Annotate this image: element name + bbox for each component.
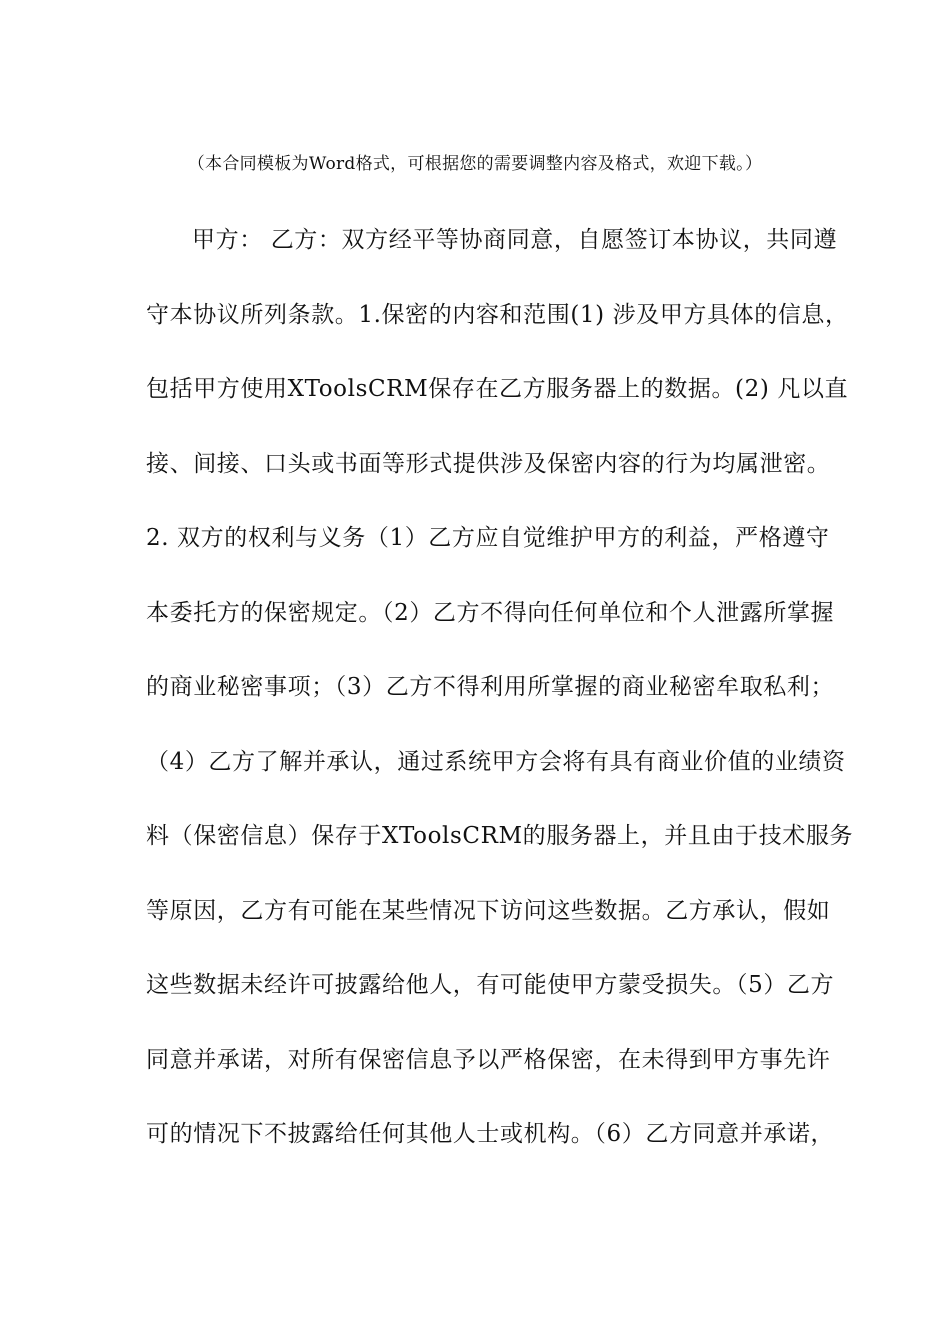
body-line-1: 甲方： 乙方：双方经平等协商同意，自愿签订本协议，共同遵 [192, 227, 838, 253]
body-line-12: 同意并承诺，对所有保密信息予以严格保密，在未得到甲方事先许 [146, 1046, 831, 1073]
body-line-3: 包括甲方使用XToolsCRM保存在乙方服务器上的数据。(2) 凡以直 [146, 376, 849, 402]
body-line-9: 料（保密信息）保存于XToolsCRM的服务器上，并且由于技术服务 [146, 823, 854, 849]
body-line-2: 守本协议所列条款。1.保密的内容和范围(1) 涉及甲方具体的信息， [146, 301, 849, 328]
body-line-8: （4）乙方了解并承认，通过系统甲方会将有具有商业价值的业绩资 [146, 748, 846, 775]
contract-body [146, 222, 854, 1191]
body-line-6: 本委托方的保密规定。（2）乙方不得向任何单位和个人泄露所掌握 [146, 599, 835, 626]
body-line-5: 2. 双方的权利与义务（1）乙方应自觉维护甲方的利益，严格遵守 [146, 525, 830, 551]
body-line-10: 等原因，乙方有可能在某些情况下访问这些数据。乙方承认，假如 [146, 897, 831, 924]
template-note: （本合同模板为Word格式，可根据您的需要调整内容及格式，欢迎下载。） [187, 154, 763, 174]
body-line-4: 接、间接、口头或书面等形式提供涉及保密内容的行为均属泄密。 [146, 450, 831, 477]
body-line-13: 可的情况下不披露给任何其他人士或机构。（6）乙方同意并承诺， [146, 1121, 835, 1147]
body-line-11: 这些数据未经许可披露给他人，有可能使甲方蒙受损失。（5）乙方 [146, 972, 835, 998]
body-line-7: 的商业秘密事项；（3）乙方不得利用所掌握的商业秘密牟取私利； [146, 674, 835, 700]
